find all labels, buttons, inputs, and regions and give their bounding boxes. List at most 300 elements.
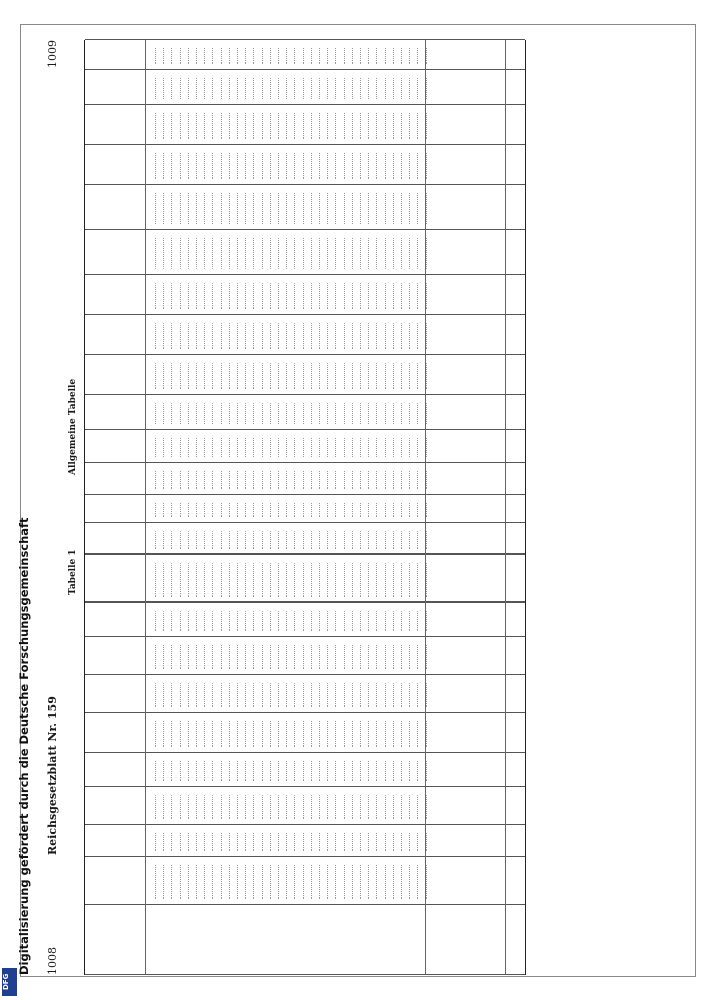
table-figure-placeholder	[253, 193, 254, 224]
table-figure-placeholder	[401, 471, 402, 489]
table-figure-placeholder	[335, 531, 336, 549]
table-figure-placeholder	[221, 438, 222, 457]
table-figure-placeholder	[376, 683, 377, 707]
table-column-rule	[85, 522, 525, 523]
table-figure-placeholder	[426, 531, 427, 549]
table-figure-placeholder	[368, 611, 369, 631]
table-figure-placeholder	[188, 865, 189, 899]
table-figure-placeholder	[426, 193, 427, 224]
table-figure-placeholder	[426, 865, 427, 899]
table-figure-placeholder	[327, 795, 328, 819]
table-figure-placeholder	[335, 323, 336, 349]
table-figure-placeholder	[401, 48, 402, 64]
table-figure-placeholder	[221, 503, 222, 517]
table-figure-placeholder	[385, 531, 386, 549]
table-figure-placeholder	[188, 761, 189, 781]
table-figure-placeholder	[352, 645, 353, 669]
table-figure-placeholder	[270, 78, 271, 99]
table-figure-placeholder	[344, 113, 345, 139]
table-figure-placeholder	[344, 153, 345, 179]
table-figure-placeholder	[385, 403, 386, 424]
table-figure-placeholder	[360, 503, 361, 517]
table-figure-placeholder	[385, 721, 386, 747]
table-figure-placeholder	[303, 761, 304, 781]
table-figure-placeholder	[311, 683, 312, 707]
table-figure-placeholder	[262, 865, 263, 899]
table-figure-placeholder	[278, 193, 279, 224]
table-figure-placeholder	[262, 563, 263, 597]
table-figure-placeholder	[188, 153, 189, 179]
table-figure-placeholder	[327, 238, 328, 269]
table-figure-placeholder	[229, 153, 230, 179]
table-figure-placeholder	[180, 113, 181, 139]
table-figure-placeholder	[303, 865, 304, 899]
table-figure-placeholder	[368, 645, 369, 669]
table-figure-placeholder	[286, 438, 287, 457]
table-figure-placeholder	[188, 795, 189, 819]
table-figure-placeholder	[393, 531, 394, 549]
table-figure-placeholder	[204, 471, 205, 489]
table-figure-placeholder	[180, 323, 181, 349]
table-figure-placeholder	[163, 531, 164, 549]
table-figure-placeholder	[221, 323, 222, 349]
table-figure-placeholder	[163, 683, 164, 707]
table-figure-placeholder	[204, 611, 205, 631]
table-figure-placeholder	[245, 323, 246, 349]
table-figure-placeholder	[278, 113, 279, 139]
left-running-title: Reichsgesetzblatt Nr. 159	[46, 696, 59, 855]
table-figure-placeholder	[253, 438, 254, 457]
table-figure-placeholder	[368, 238, 369, 269]
table-figure-placeholder	[171, 471, 172, 489]
table-figure-placeholder	[294, 611, 295, 631]
table-figure-placeholder	[278, 238, 279, 269]
table-figure-placeholder	[417, 113, 418, 139]
table-figure-placeholder	[262, 611, 263, 631]
table-figure-placeholder	[409, 238, 410, 269]
table-figure-placeholder	[401, 503, 402, 517]
table-figure-placeholder	[237, 761, 238, 781]
table-figure-placeholder	[360, 833, 361, 851]
table-figure-placeholder	[204, 153, 205, 179]
table-figure-placeholder	[229, 193, 230, 224]
table-figure-placeholder	[409, 531, 410, 549]
table-figure-placeholder	[368, 438, 369, 457]
table-figure-placeholder	[204, 503, 205, 517]
table-figure-placeholder	[417, 531, 418, 549]
table-figure-placeholder	[319, 438, 320, 457]
table-figure-placeholder	[335, 683, 336, 707]
table-figure-placeholder	[409, 323, 410, 349]
table-figure-placeholder	[344, 683, 345, 707]
table-figure-placeholder	[426, 683, 427, 707]
table-figure-placeholder	[385, 238, 386, 269]
table-figure-placeholder	[196, 645, 197, 669]
table-figure-placeholder	[311, 193, 312, 224]
table-figure-placeholder	[155, 611, 156, 631]
table-figure-placeholder	[237, 238, 238, 269]
table-figure-placeholder	[245, 78, 246, 99]
table-figure-placeholder	[163, 193, 164, 224]
table-figure-placeholder	[385, 683, 386, 707]
table-figure-placeholder	[409, 113, 410, 139]
table-figure-placeholder	[393, 113, 394, 139]
table-figure-placeholder	[229, 48, 230, 64]
table-figure-placeholder	[319, 193, 320, 224]
table-figure-placeholder	[401, 531, 402, 549]
table-figure-placeholder	[327, 531, 328, 549]
table-figure-placeholder	[409, 865, 410, 899]
table-figure-placeholder	[376, 531, 377, 549]
table-figure-placeholder	[262, 503, 263, 517]
table-figure-placeholder	[352, 438, 353, 457]
table-figure-placeholder	[188, 833, 189, 851]
statistical-table	[84, 40, 526, 975]
table-figure-placeholder	[180, 833, 181, 851]
table-figure-placeholder	[155, 238, 156, 269]
table-figure-placeholder	[245, 795, 246, 819]
table-figure-placeholder	[253, 795, 254, 819]
table-figure-placeholder	[303, 471, 304, 489]
table-figure-placeholder	[401, 795, 402, 819]
table-figure-placeholder	[311, 78, 312, 99]
table-figure-placeholder	[417, 48, 418, 64]
table-figure-placeholder	[229, 363, 230, 389]
table-figure-placeholder	[335, 645, 336, 669]
table-figure-placeholder	[262, 471, 263, 489]
table-figure-placeholder	[278, 865, 279, 899]
table-figure-placeholder	[417, 645, 418, 669]
dfg-logo: DFG	[2, 968, 17, 996]
table-figure-placeholder	[385, 833, 386, 851]
table-figure-placeholder	[335, 48, 336, 64]
table-figure-placeholder	[188, 531, 189, 549]
table-figure-placeholder	[188, 193, 189, 224]
table-column-rule	[85, 752, 525, 753]
table-figure-placeholder	[286, 113, 287, 139]
table-figure-placeholder	[319, 531, 320, 549]
table-figure-placeholder	[180, 283, 181, 309]
table-figure-placeholder	[368, 795, 369, 819]
table-figure-placeholder	[204, 48, 205, 64]
table-figure-placeholder	[212, 283, 213, 309]
table-figure-placeholder	[294, 503, 295, 517]
table-figure-placeholder	[426, 283, 427, 309]
table-figure-placeholder	[286, 78, 287, 99]
table-figure-placeholder	[286, 153, 287, 179]
table-figure-placeholder	[286, 323, 287, 349]
table-figure-placeholder	[311, 113, 312, 139]
table-figure-placeholder	[278, 795, 279, 819]
table-figure-placeholder	[303, 503, 304, 517]
table-figure-placeholder	[221, 78, 222, 99]
table-figure-placeholder	[286, 645, 287, 669]
table-figure-placeholder	[327, 563, 328, 597]
table-figure-placeholder	[417, 865, 418, 899]
table-figure-placeholder	[221, 761, 222, 781]
table-figure-placeholder	[237, 683, 238, 707]
table-figure-placeholder	[286, 611, 287, 631]
table-figure-placeholder	[163, 563, 164, 597]
table-figure-placeholder	[155, 323, 156, 349]
table-figure-placeholder	[352, 795, 353, 819]
table-figure-placeholder	[311, 438, 312, 457]
table-figure-placeholder	[344, 833, 345, 851]
table-figure-placeholder	[237, 795, 238, 819]
table-figure-placeholder	[221, 865, 222, 899]
table-figure-placeholder	[270, 683, 271, 707]
table-figure-placeholder	[376, 438, 377, 457]
table-figure-placeholder	[360, 563, 361, 597]
table-figure-placeholder	[303, 403, 304, 424]
table-figure-placeholder	[311, 721, 312, 747]
table-figure-placeholder	[286, 403, 287, 424]
table-figure-placeholder	[401, 193, 402, 224]
table-figure-placeholder	[237, 363, 238, 389]
table-figure-placeholder	[352, 403, 353, 424]
table-figure-placeholder	[352, 611, 353, 631]
table-figure-placeholder	[221, 563, 222, 597]
table-figure-placeholder	[237, 193, 238, 224]
table-figure-placeholder	[245, 403, 246, 424]
table-figure-placeholder	[253, 645, 254, 669]
table-figure-placeholder	[401, 403, 402, 424]
table-figure-placeholder	[352, 833, 353, 851]
table-figure-placeholder	[212, 323, 213, 349]
table-column-rule	[85, 712, 525, 713]
table-figure-placeholder	[171, 531, 172, 549]
table-figure-placeholder	[196, 683, 197, 707]
table-figure-placeholder	[368, 563, 369, 597]
table-figure-placeholder	[393, 865, 394, 899]
table-figure-placeholder	[426, 78, 427, 99]
table-figure-placeholder	[163, 48, 164, 64]
table-figure-placeholder	[344, 503, 345, 517]
table-figure-placeholder	[303, 645, 304, 669]
table-figure-placeholder	[278, 531, 279, 549]
table-figure-placeholder	[393, 48, 394, 64]
table-figure-placeholder	[237, 78, 238, 99]
table-figure-placeholder	[393, 833, 394, 851]
table-figure-placeholder	[294, 323, 295, 349]
table-figure-placeholder	[393, 283, 394, 309]
table-figure-placeholder	[393, 78, 394, 99]
table-figure-placeholder	[401, 833, 402, 851]
table-figure-placeholder	[237, 833, 238, 851]
watermark-text: Digitalisierung gefördert durch die Deutsche Forschungsgemeinschaft	[17, 517, 31, 975]
table-figure-placeholder	[385, 153, 386, 179]
table-figure-placeholder	[368, 403, 369, 424]
table-figure-placeholder	[319, 683, 320, 707]
table-figure-placeholder	[270, 363, 271, 389]
table-figure-placeholder	[401, 238, 402, 269]
table-figure-placeholder	[401, 113, 402, 139]
table-figure-placeholder	[188, 363, 189, 389]
table-column-rule	[85, 553, 525, 555]
table-figure-placeholder	[180, 683, 181, 707]
table-figure-placeholder	[253, 238, 254, 269]
table-figure-placeholder	[163, 323, 164, 349]
table-figure-placeholder	[229, 113, 230, 139]
table-figure-placeholder	[253, 471, 254, 489]
table-figure-placeholder	[286, 193, 287, 224]
table-figure-placeholder	[262, 363, 263, 389]
table-figure-placeholder	[303, 795, 304, 819]
table-figure-placeholder	[360, 238, 361, 269]
table-figure-placeholder	[417, 683, 418, 707]
table-figure-placeholder	[294, 795, 295, 819]
table-figure-placeholder	[286, 531, 287, 549]
table-figure-placeholder	[253, 363, 254, 389]
table-figure-placeholder	[303, 438, 304, 457]
table-figure-placeholder	[163, 865, 164, 899]
table-figure-placeholder	[253, 323, 254, 349]
table-figure-placeholder	[335, 833, 336, 851]
table-figure-placeholder	[163, 721, 164, 747]
table-figure-placeholder	[327, 363, 328, 389]
table-figure-placeholder	[303, 721, 304, 747]
right-table-title: Allgemeine Tabelle	[68, 378, 78, 475]
table-figure-placeholder	[188, 503, 189, 517]
table-figure-placeholder	[270, 645, 271, 669]
table-figure-placeholder	[360, 283, 361, 309]
table-figure-placeholder	[344, 48, 345, 64]
table-figure-placeholder	[229, 795, 230, 819]
table-figure-placeholder	[335, 563, 336, 597]
table-figure-placeholder	[319, 563, 320, 597]
table-figure-placeholder	[401, 323, 402, 349]
table-figure-placeholder	[385, 503, 386, 517]
table-figure-placeholder	[294, 403, 295, 424]
table-figure-placeholder	[212, 363, 213, 389]
table-figure-placeholder	[196, 363, 197, 389]
table-figure-placeholder	[245, 833, 246, 851]
table-figure-placeholder	[237, 611, 238, 631]
table-figure-placeholder	[286, 795, 287, 819]
table-figure-placeholder	[212, 721, 213, 747]
table-figure-placeholder	[253, 611, 254, 631]
table-figure-placeholder	[385, 865, 386, 899]
table-figure-placeholder	[368, 363, 369, 389]
table-figure-placeholder	[311, 761, 312, 781]
table-figure-placeholder	[344, 761, 345, 781]
table-figure-placeholder	[385, 563, 386, 597]
table-figure-placeholder	[229, 531, 230, 549]
table-figure-placeholder	[245, 683, 246, 707]
table-figure-placeholder	[368, 865, 369, 899]
table-figure-placeholder	[221, 363, 222, 389]
table-figure-placeholder	[417, 403, 418, 424]
table-figure-placeholder	[196, 721, 197, 747]
table-figure-placeholder	[335, 721, 336, 747]
table-figure-placeholder	[385, 363, 386, 389]
table-figure-placeholder	[229, 238, 230, 269]
table-figure-placeholder	[303, 363, 304, 389]
table-figure-placeholder	[376, 563, 377, 597]
table-figure-placeholder	[180, 471, 181, 489]
table-figure-placeholder	[294, 531, 295, 549]
table-figure-placeholder	[376, 153, 377, 179]
table-figure-placeholder	[180, 238, 181, 269]
table-figure-placeholder	[245, 48, 246, 64]
table-figure-placeholder	[155, 795, 156, 819]
table-figure-placeholder	[401, 153, 402, 179]
table-figure-placeholder	[245, 721, 246, 747]
table-figure-placeholder	[344, 531, 345, 549]
table-figure-placeholder	[204, 531, 205, 549]
table-figure-placeholder	[401, 683, 402, 707]
table-figure-placeholder	[294, 363, 295, 389]
table-figure-placeholder	[401, 438, 402, 457]
table-figure-placeholder	[155, 283, 156, 309]
table-figure-placeholder	[319, 795, 320, 819]
table-figure-placeholder	[319, 503, 320, 517]
table-figure-placeholder	[426, 503, 427, 517]
table-figure-placeholder	[155, 78, 156, 99]
table-column-rule	[85, 229, 525, 230]
table-figure-placeholder	[360, 761, 361, 781]
table-figure-placeholder	[155, 761, 156, 781]
table-figure-placeholder	[311, 471, 312, 489]
table-figure-placeholder	[344, 645, 345, 669]
table-figure-placeholder	[253, 833, 254, 851]
table-figure-placeholder	[204, 865, 205, 899]
table-figure-placeholder	[294, 113, 295, 139]
table-figure-placeholder	[278, 283, 279, 309]
table-figure-placeholder	[409, 683, 410, 707]
table-figure-placeholder	[352, 78, 353, 99]
table-figure-placeholder	[188, 78, 189, 99]
table-figure-placeholder	[417, 193, 418, 224]
table-figure-placeholder	[368, 113, 369, 139]
table-figure-placeholder	[426, 761, 427, 781]
table-figure-placeholder	[180, 153, 181, 179]
table-figure-placeholder	[229, 865, 230, 899]
table-figure-placeholder	[155, 153, 156, 179]
table-figure-placeholder	[335, 78, 336, 99]
table-figure-placeholder	[344, 721, 345, 747]
table-figure-placeholder	[352, 683, 353, 707]
left-page-number: 1008	[46, 947, 59, 975]
table-figure-placeholder	[188, 323, 189, 349]
table-figure-placeholder	[229, 323, 230, 349]
table-figure-placeholder	[180, 645, 181, 669]
table-figure-placeholder	[245, 153, 246, 179]
table-figure-placeholder	[344, 363, 345, 389]
table-figure-placeholder	[303, 323, 304, 349]
table-figure-placeholder	[335, 283, 336, 309]
table-figure-placeholder	[335, 153, 336, 179]
table-figure-placeholder	[360, 153, 361, 179]
table-figure-placeholder	[196, 761, 197, 781]
table-figure-placeholder	[253, 113, 254, 139]
table-figure-placeholder	[270, 865, 271, 899]
table-figure-placeholder	[327, 833, 328, 851]
table-figure-placeholder	[294, 238, 295, 269]
table-figure-placeholder	[319, 645, 320, 669]
table-figure-placeholder	[229, 403, 230, 424]
table-figure-placeholder	[188, 645, 189, 669]
table-figure-placeholder	[212, 113, 213, 139]
table-figure-placeholder	[204, 833, 205, 851]
table-figure-placeholder	[196, 471, 197, 489]
table-figure-placeholder	[409, 471, 410, 489]
table-figure-placeholder	[311, 611, 312, 631]
table-figure-placeholder	[180, 403, 181, 424]
table-figure-placeholder	[393, 795, 394, 819]
table-figure-placeholder	[188, 721, 189, 747]
table-figure-placeholder	[171, 78, 172, 99]
